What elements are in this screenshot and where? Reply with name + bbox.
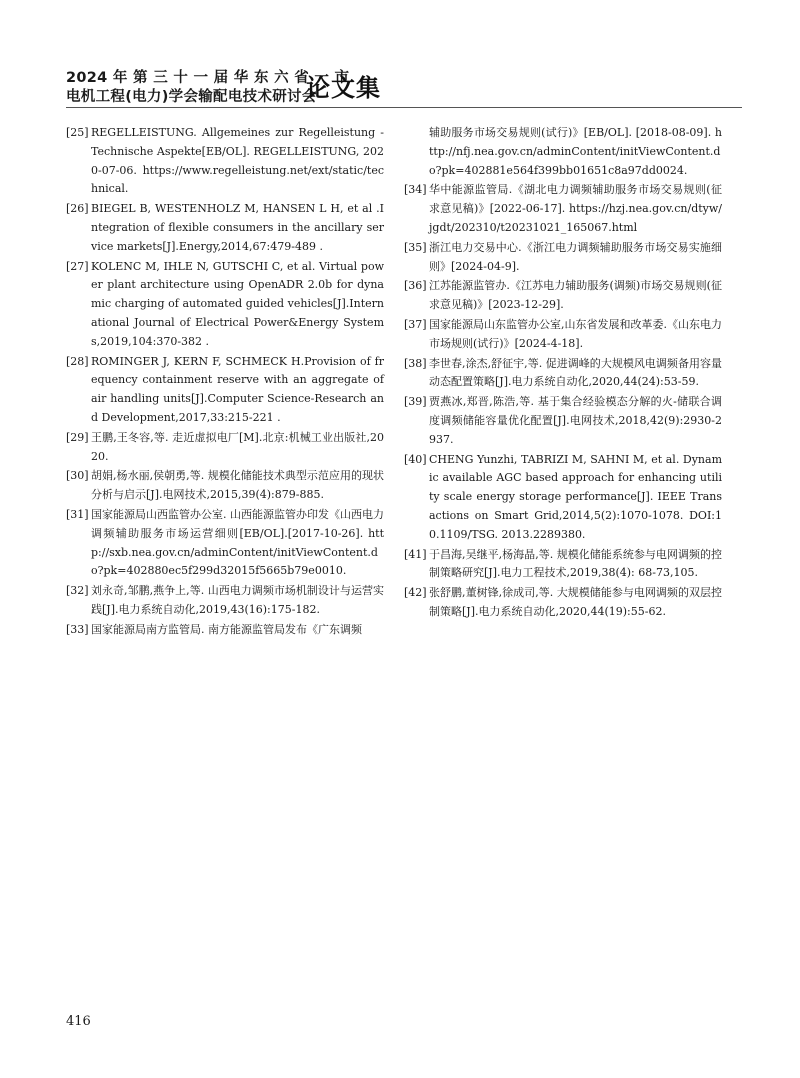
reference-text: 刘永奇,邹鹏,燕争上,等. 山西电力调频市场机制设计与运营实践[J].电力系统自动化,2019,43(16):175-182. — [91, 584, 384, 616]
reference-text: REGELLEISTUNG. Allgemeines zur Regelleistung -Technische Aspekte[EB/OL]. REGELLEISTUNG, 2020-07-06. https://www.regelleistung.net/ext/static/technical. — [91, 126, 384, 196]
reference-item — [404, 584, 722, 622]
reference-text: 国家能源局山东监管办公室,山东省发展和改革委.《山东电力市场规则(试行)》[2024-4-18]. — [429, 317, 722, 350]
reference-item — [404, 355, 722, 393]
reference-text: 华中能源监管局.《湖北电力调频辅助服务市场交易规则(征求意见稿)》[2022-06-17]. https://hzj.nea.gov.cn/dtyw/jgdt/202310/t20231021_165067.html — [429, 183, 722, 234]
reference-number: [32] — [66, 584, 89, 598]
reference-text: 张舒鹏,董树锋,徐成司,等. 大规模储能参与电网调频的双层控制策略[J].电力系统自动化,2020,44(19):55-62. — [429, 586, 722, 618]
reference-number: [27] — [66, 259, 89, 273]
proceedings-brand: 论文集 — [306, 74, 381, 102]
reference-number: [30] — [66, 469, 89, 483]
reference-text: BIEGEL B, WESTENHOLZ M, HANSEN L H, et al .Integration of flexible consumers in the ancillary service markets[J].Energy,2014,67:479-489 . — [91, 202, 384, 253]
reference-number: [39] — [404, 395, 427, 409]
reference-text: KOLENC M, IHLE N, GUTSCHI C, et al. Virtual power plant architecture using OpenADR 2.0b for dynamic charging of automated guided vehicles[J].International Journal of Electrical Power&Energy Systems,2019,104:370-382 . — [91, 259, 384, 348]
reference-number: [37] — [404, 317, 427, 331]
reference-item — [66, 429, 384, 467]
reference-number: [25] — [66, 126, 89, 139]
reference-number: [34] — [404, 183, 427, 197]
page-header — [66, 66, 742, 106]
reference-number: [33] — [66, 622, 89, 636]
reference-continuation: 辅助服务市场交易规则(试行)》[EB/OL]. [2018-08-09]. http://nfj.nea.gov.cn/adminContent/initViewContent.do?pk=402881e564f399bb01651c8a97dd0024. — [429, 126, 722, 177]
reference-number: [38] — [404, 356, 427, 370]
reference-item — [66, 124, 384, 199]
reference-item — [66, 200, 384, 256]
reference-item — [66, 467, 384, 505]
reference-text: 国家能源局南方监管局. 南方能源监管局发布《广东调频 — [91, 622, 362, 636]
reference-item — [66, 582, 384, 620]
reference-number: [36] — [404, 279, 427, 293]
reference-item — [66, 506, 384, 581]
reference-item — [66, 621, 384, 640]
references-left-column — [66, 124, 384, 641]
reference-text: 贾燕冰,郑晋,陈浩,等. 基于集合经验模态分解的火-储联合调度调频储能容量优化配置[J].电网技术,2018,42(9):2930-2937. — [429, 395, 722, 446]
reference-text: 李世春,涂杰,舒征宇,等. 促进调峰的大规模风电调频备用容量动态配置策略[J].电力系统自动化,2020,44(24):53-59. — [429, 356, 722, 389]
reference-text: CHENG Yunzhi, TABRIZI M, SAHNI M, et al. Dynamic available AGC based approach for enhancing utility scale energy storage performance[J]. IEEE Transactions on Smart Grid,2014,5(2):1070-1078. DOI:10.1109/TSG. 2013.2289380. — [429, 452, 722, 541]
reference-number: [28] — [66, 354, 89, 368]
reference-number: [42] — [404, 586, 427, 600]
reference-number: [40] — [404, 452, 427, 466]
reference-text: 王鹏,王冬容,等. 走近虚拟电厂[M].北京:机械工业出版社,2020. — [91, 430, 384, 463]
reference-item — [404, 316, 722, 354]
reference-item — [404, 393, 722, 449]
reference-text: ROMINGER J, KERN F, SCHMECK H.Provision of frequency containment reserve with an aggregate of air handling units[J].Computer Science-Research and Development,2017,33:215-221 . — [91, 354, 384, 424]
reference-item — [404, 546, 722, 584]
conference-title-line2: 电机工程(电力)学会输配电技术研讨会 — [66, 89, 317, 105]
reference-item — [404, 239, 722, 277]
reference-text: 于昌海,吴继平,杨海晶,等. 规模化储能系统参与电网调频的控制策略研究[J].电力工程技术,2019,38(4): 68-73,105. — [429, 547, 722, 580]
reference-number: [26] — [66, 202, 89, 216]
header-rule — [66, 107, 742, 108]
reference-number: [31] — [66, 507, 89, 521]
reference-item — [66, 258, 384, 352]
reference-item — [404, 451, 722, 545]
reference-number: [41] — [404, 547, 427, 561]
references-right-column — [404, 124, 722, 623]
reference-text: 国家能源局山西监管办公室. 山西能源监管办印发《山西电力调频辅助服务市场运营细则[EB/OL].[2017-10-26]. http://sxb.nea.gov.cn/adminContent/initViewContent.do?pk=402880ec5f299d32015f5665b79e0010. — [91, 507, 384, 578]
conference-title-line1: 2024 年 第 三 十 一 届 华 东 六 省 一 市 — [66, 70, 350, 86]
reference-item — [404, 181, 722, 237]
reference-text: 胡娟,杨水丽,侯朝勇,等. 规模化储能技术典型示范应用的现状分析与启示[J].电网技术,2015,39(4):879-885. — [91, 469, 384, 502]
reference-text: 江苏能源监管办.《江苏电力辅助服务(调频)市场交易规则(征求意见稿)》[2023-12-29]. — [429, 279, 722, 312]
reference-item — [404, 277, 722, 315]
reference-item — [66, 353, 384, 428]
reference-text: 浙江电力交易中心.《浙江电力调频辅助服务市场交易实施细则》[2024-04-9]. — [429, 240, 722, 273]
page-number: 416 — [66, 1014, 91, 1029]
reference-number: [29] — [66, 430, 89, 444]
reference-number: [35] — [404, 240, 427, 254]
